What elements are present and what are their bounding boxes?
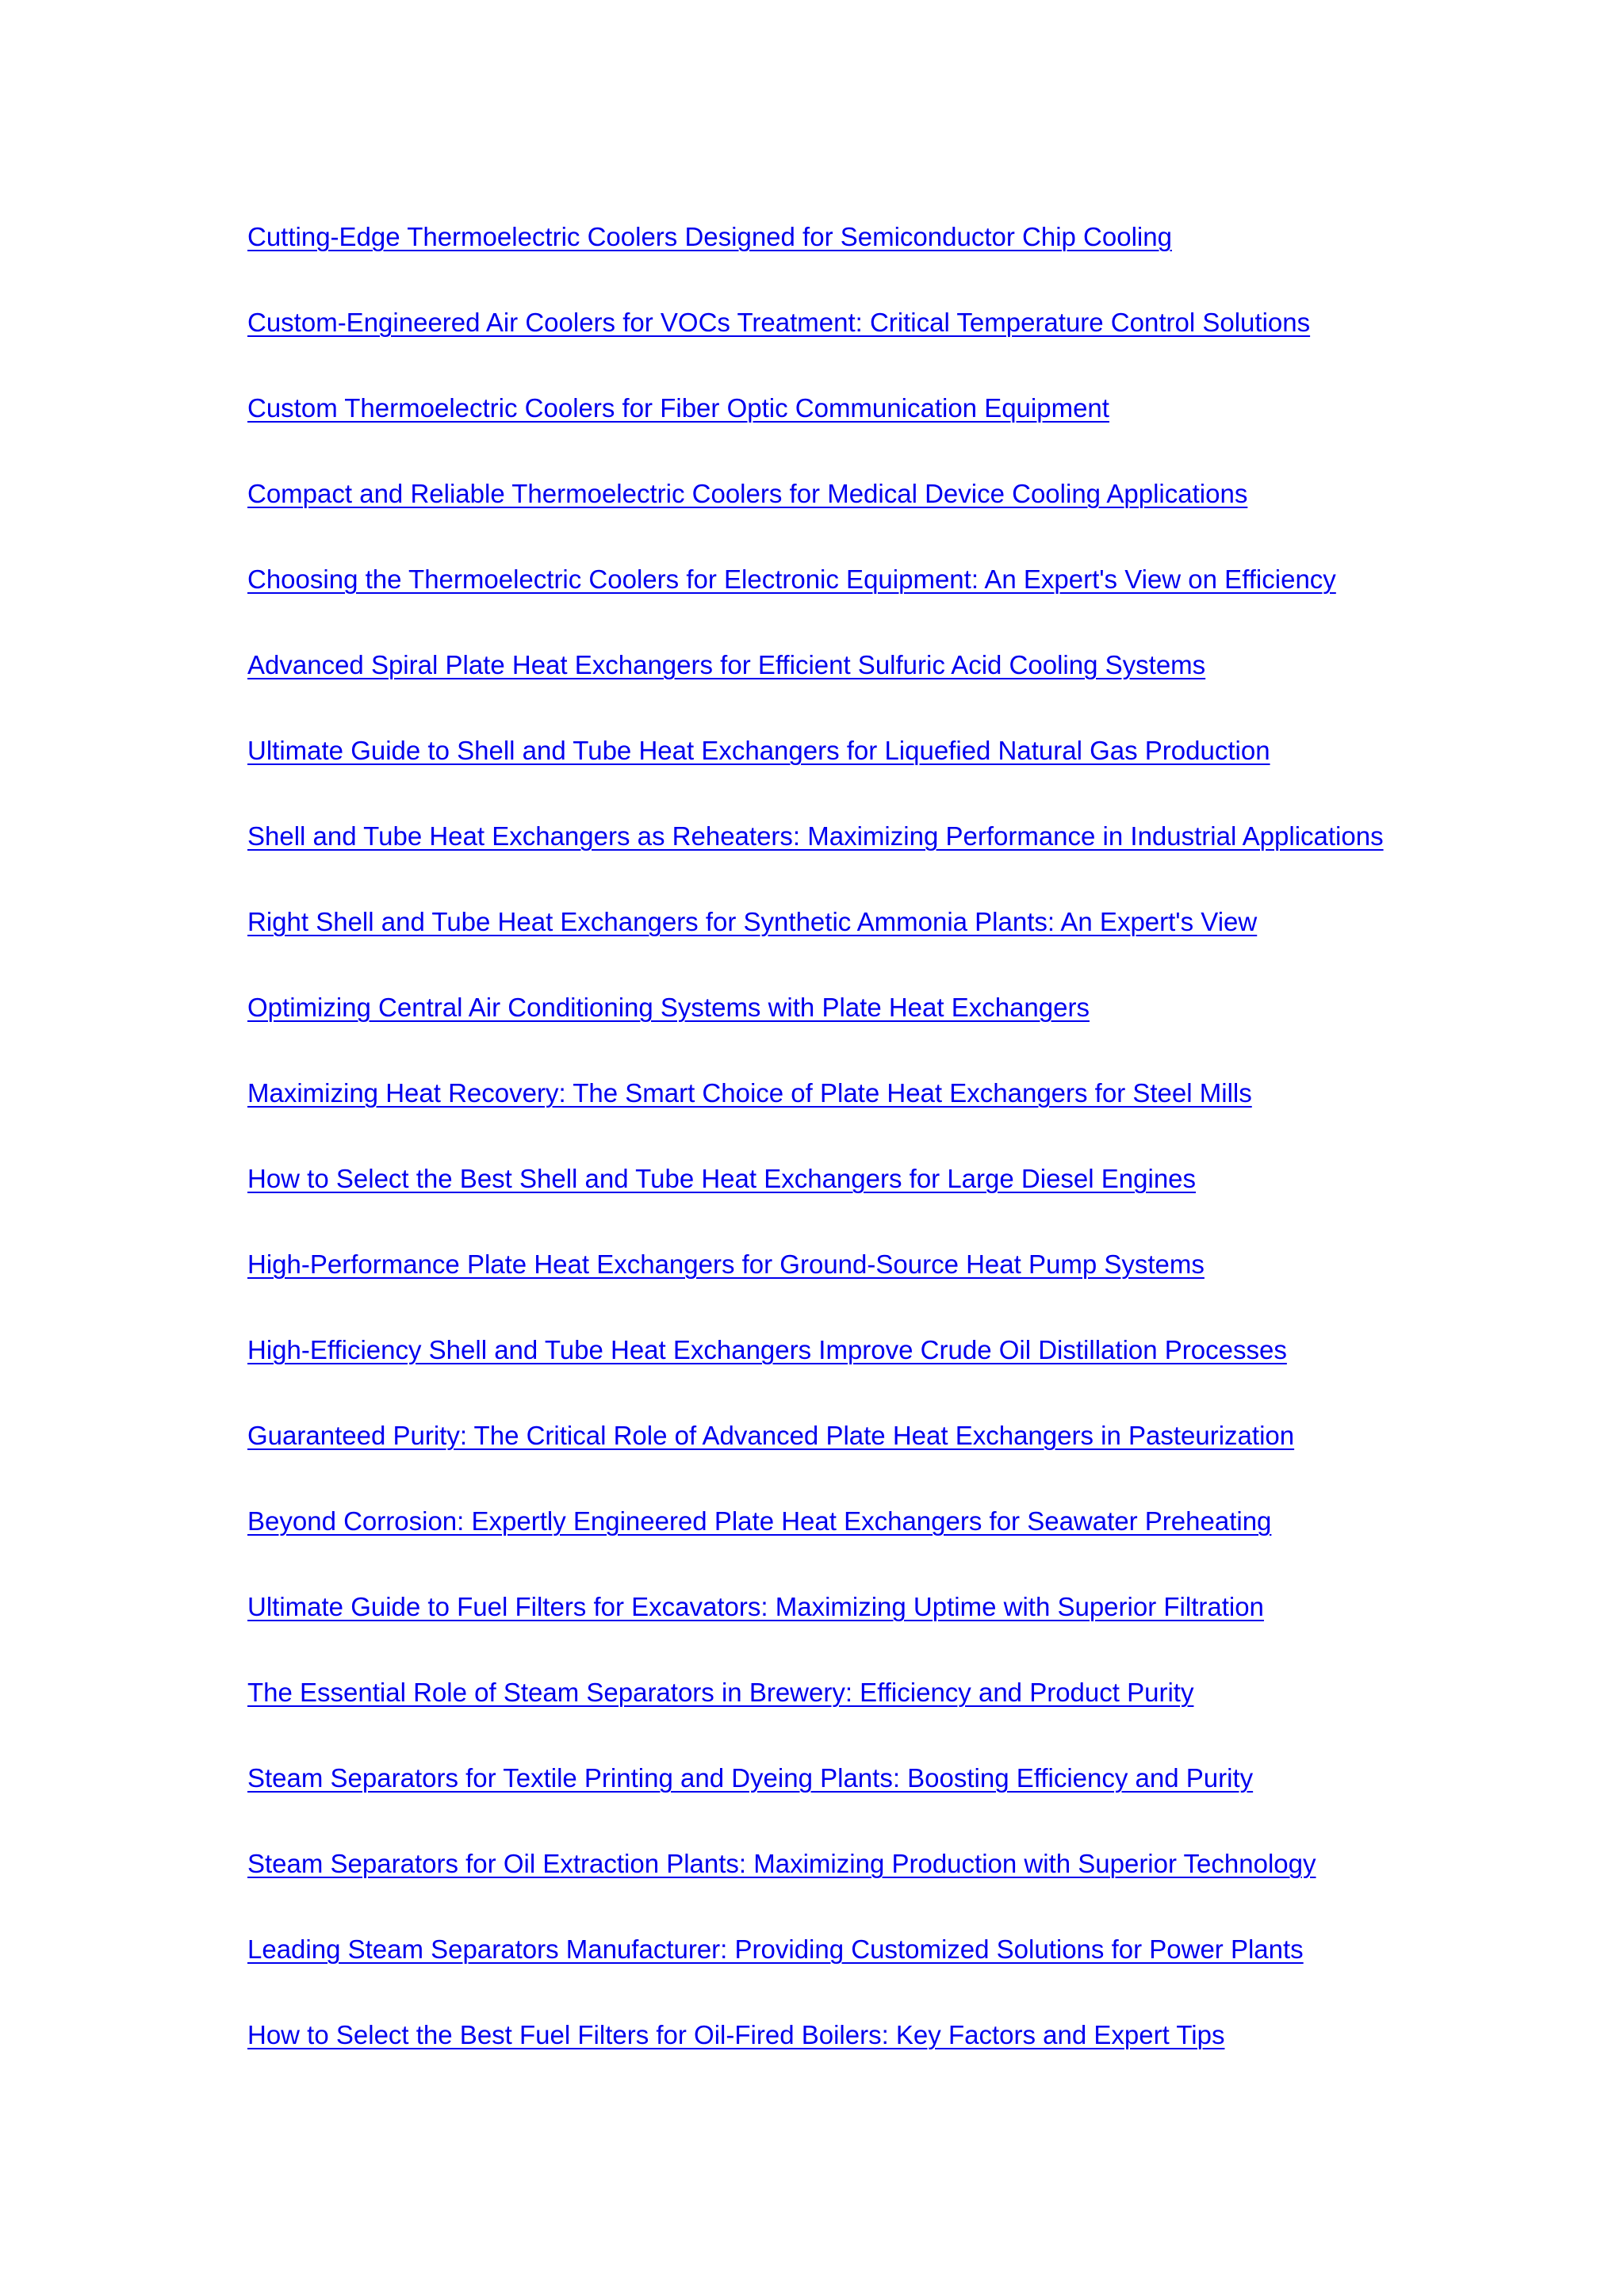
article-link[interactable]: Cutting-Edge Thermoelectric Coolers Designed for Semiconductor Chip Cooling [247,222,1172,251]
list-item [247,220,1384,305]
list-item [247,1504,1384,1590]
list-item [247,990,1384,1076]
list-item [247,905,1384,990]
article-link[interactable]: Steam Separators for Oil Extraction Plants: Maximizing Production with Superior Technology [247,1849,1316,1878]
article-link[interactable]: Maximizing Heat Recovery: The Smart Choice of Plate Heat Exchangers for Steel Mills [247,1078,1252,1108]
article-link[interactable]: Choosing the Thermoelectric Coolers for Electronic Equipment: An Expert's View on Efficiency [247,564,1336,594]
article-link[interactable]: Right Shell and Tube Heat Exchangers for Synthetic Ammonia Plants: An Expert's View [247,907,1258,936]
article-link[interactable]: Custom Thermoelectric Coolers for Fiber Optic Communication Equipment [247,393,1109,423]
list-item [247,819,1384,905]
article-link[interactable]: High-Performance Plate Heat Exchangers for Ground-Source Heat Pump Systems [247,1249,1205,1279]
list-item [247,1932,1384,2018]
list-item [247,1675,1384,1761]
article-link[interactable]: How to Select the Best Shell and Tube Heat Exchangers for Large Diesel Engines [247,1164,1197,1193]
article-link-list [247,220,1384,2103]
article-link[interactable]: Shell and Tube Heat Exchangers as Reheaters: Maximizing Performance in Industrial Applications [247,821,1384,851]
article-link[interactable]: Optimizing Central Air Conditioning Systems with Plate Heat Exchangers [247,993,1090,1022]
article-link[interactable]: How to Select the Best Fuel Filters for Oil-Fired Boilers: Key Factors and Expert Tips [247,2020,1225,2049]
article-link[interactable]: Advanced Spiral Plate Heat Exchangers for Efficient Sulfuric Acid Cooling Systems [247,650,1206,679]
article-link[interactable]: Beyond Corrosion: Expertly Engineered Plate Heat Exchangers for Seawater Preheating [247,1506,1272,1536]
list-item [247,305,1384,391]
article-link[interactable]: Leading Steam Separators Manufacturer: Providing Customized Solutions for Power Plants [247,1934,1304,1964]
article-link[interactable]: Custom-Engineered Air Coolers for VOCs Treatment: Critical Temperature Control Solutions [247,308,1311,337]
list-item [247,476,1384,562]
article-link[interactable]: Ultimate Guide to Fuel Filters for Excavators: Maximizing Uptime with Superior Filtration [247,1592,1264,1621]
list-item [247,1761,1384,1846]
list-item [247,1418,1384,1504]
article-link[interactable]: High-Efficiency Shell and Tube Heat Exchangers Improve Crude Oil Distillation Processes [247,1335,1287,1364]
list-item [247,2018,1384,2103]
list-item [247,1076,1384,1161]
article-link[interactable]: Ultimate Guide to Shell and Tube Heat Exchangers for Liquefied Natural Gas Production [247,736,1270,765]
list-item [247,733,1384,819]
list-item [247,648,1384,733]
list-item [247,391,1384,476]
list-item [247,1247,1384,1333]
article-link[interactable]: Compact and Reliable Thermoelectric Coolers for Medical Device Cooling Applications [247,479,1248,508]
article-link[interactable]: The Essential Role of Steam Separators in Brewery: Efficiency and Product Purity [247,1678,1194,1707]
article-link[interactable]: Steam Separators for Textile Printing and Dyeing Plants: Boosting Efficiency and Purity [247,1763,1254,1793]
article-link[interactable]: Guaranteed Purity: The Critical Role of Advanced Plate Heat Exchangers in Pasteurization [247,1421,1295,1450]
list-item [247,1333,1384,1418]
list-item [247,1590,1384,1675]
list-item [247,562,1384,648]
list-item [247,1161,1384,1247]
list-item [247,1846,1384,1932]
